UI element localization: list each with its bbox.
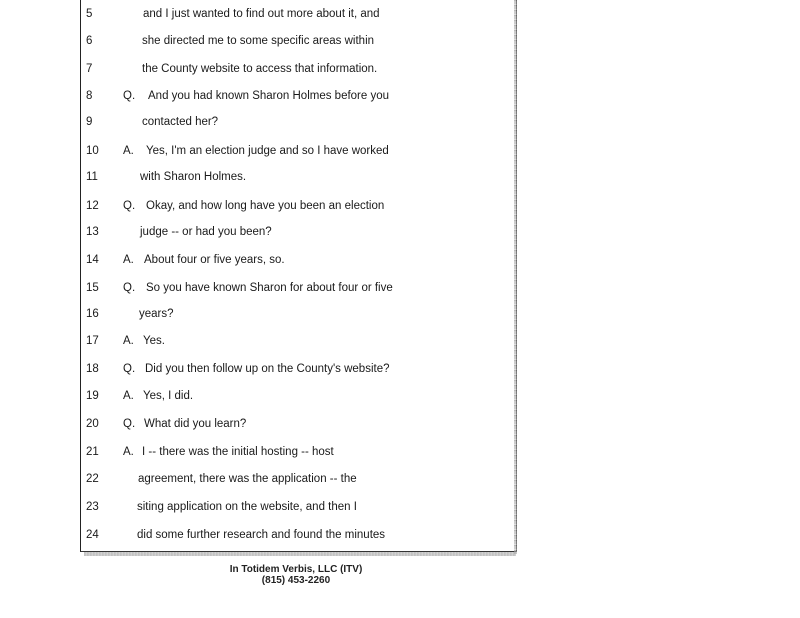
line-number: 10 xyxy=(86,145,99,157)
line-number: 8 xyxy=(86,90,93,102)
speaker-label: Q. xyxy=(123,282,136,294)
line-number: 14 xyxy=(86,254,99,266)
testimony-text: with Sharon Holmes. xyxy=(140,171,247,183)
transcript-line xyxy=(0,304,520,324)
testimony-text: Okay, and how long have you been an election xyxy=(146,200,385,212)
testimony-text: and I just wanted to find out more about it, and xyxy=(143,8,380,20)
line-number: 13 xyxy=(86,226,99,238)
testimony-text: agreement, there was the application -- the xyxy=(138,473,357,485)
line-number: 7 xyxy=(86,63,93,75)
line-number: 17 xyxy=(86,335,99,347)
speaker-label: Q. xyxy=(123,363,136,375)
transcript-line xyxy=(0,386,520,406)
testimony-text: Yes, I'm an election judge and so I have worked xyxy=(146,145,389,157)
line-number: 23 xyxy=(86,501,99,513)
testimony-text: What did you learn? xyxy=(144,418,247,430)
transcript-line xyxy=(0,59,520,79)
speaker-label: A. xyxy=(123,446,134,458)
testimony-text: she directed me to some specific areas within xyxy=(142,35,375,47)
speaker-label: A. xyxy=(123,335,134,347)
transcript-line xyxy=(0,414,520,434)
line-number: 20 xyxy=(86,418,99,430)
testimony-text: Did you then follow up on the County's website? xyxy=(145,363,390,375)
line-number: 12 xyxy=(86,200,99,212)
transcript-line xyxy=(0,278,520,298)
line-number: 15 xyxy=(86,282,99,294)
transcript-line xyxy=(0,331,520,351)
transcript-line xyxy=(0,167,520,187)
testimony-text: judge -- or had you been? xyxy=(140,226,272,238)
speaker-label: Q. xyxy=(123,90,136,102)
transcript-line xyxy=(0,250,520,270)
testimony-text: And you had known Sharon Holmes before you xyxy=(148,90,390,102)
testimony-text: the County website to access that information. xyxy=(142,63,378,75)
transcript-line xyxy=(0,196,520,216)
transcript-line xyxy=(0,4,520,24)
testimony-text: I -- there was the initial hosting -- host xyxy=(142,446,334,458)
testimony-text: Yes, I did. xyxy=(143,390,194,402)
testimony-text: About four or five years, so. xyxy=(144,254,285,266)
transcript-line xyxy=(0,442,520,462)
footer-company: In Totidem Verbis, LLC (ITV) xyxy=(229,564,363,575)
line-number: 21 xyxy=(86,446,99,458)
testimony-text: years? xyxy=(139,308,174,320)
line-number: 6 xyxy=(86,35,93,47)
transcript-line xyxy=(0,497,520,517)
transcript-line xyxy=(0,112,520,132)
line-number: 9 xyxy=(86,116,93,128)
transcript-line xyxy=(0,469,520,489)
line-number: 5 xyxy=(86,8,93,20)
line-number: 24 xyxy=(86,529,99,541)
line-number: 18 xyxy=(86,363,99,375)
speaker-label: Q. xyxy=(123,200,136,212)
page-bottom-shadow xyxy=(84,552,516,556)
footer-phone: (815) 453-2260 xyxy=(261,575,331,586)
testimony-text: So you have known Sharon for about four or five xyxy=(146,282,393,294)
testimony-text: Yes. xyxy=(143,335,165,347)
transcript-line xyxy=(0,31,520,51)
transcript-line xyxy=(0,525,520,545)
line-number: 22 xyxy=(86,473,99,485)
line-number: 19 xyxy=(86,390,99,402)
transcript-line xyxy=(0,222,520,242)
transcript-line xyxy=(0,359,520,379)
testimony-text: siting application on the website, and then I xyxy=(137,501,357,513)
speaker-label: A. xyxy=(123,390,134,402)
transcript-line xyxy=(0,86,520,106)
speaker-label: A. xyxy=(123,254,134,266)
testimony-text: contacted her? xyxy=(142,116,219,128)
testimony-text: did some further research and found the minutes xyxy=(137,529,386,541)
speaker-label: Q. xyxy=(123,418,136,430)
speaker-label: A. xyxy=(123,145,134,157)
line-number: 16 xyxy=(86,308,99,320)
transcript-line xyxy=(0,141,520,161)
line-number: 11 xyxy=(86,171,98,183)
